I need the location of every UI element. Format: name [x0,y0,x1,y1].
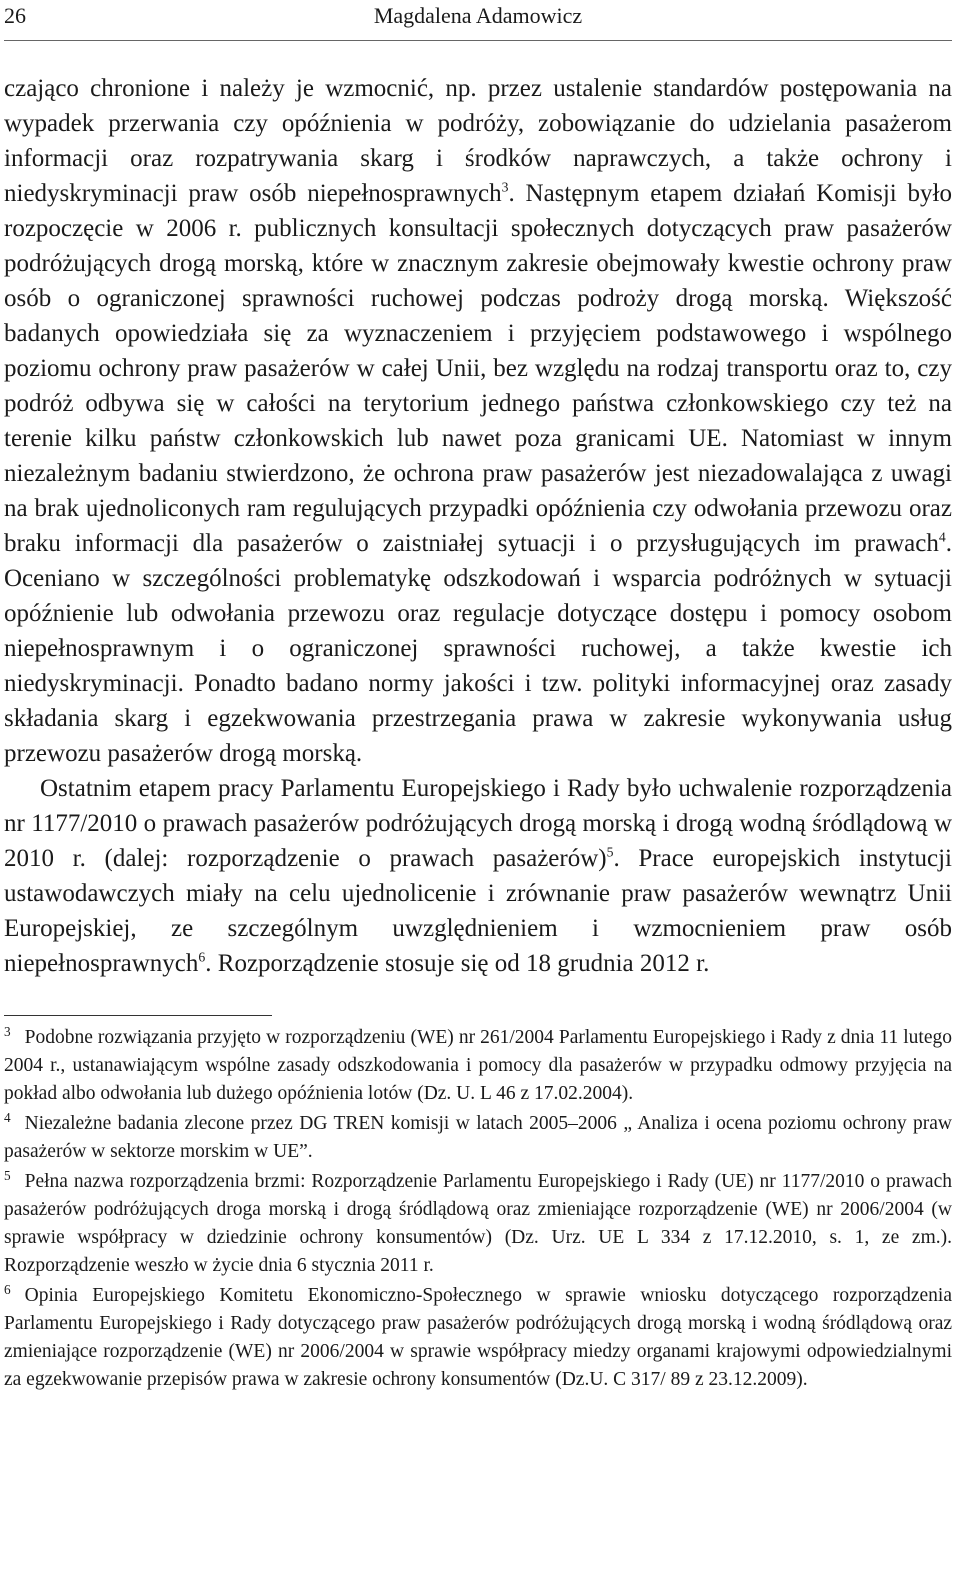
footnote-ref-3[interactable]: 3 [501,179,509,195]
footnote-ref-5[interactable]: 5 [606,844,614,860]
paragraph-1-part-c: . Oceniano w szczególności problematykę odszkodowań i wsparcia podróżnych w sytuacji opóźnienie lub odwołania przewozu oraz regulacje dotyczące dostępu i pomocy osobom niepełnosprawnym i o ograniczonej sprawności ruchowej, a także kwestie ich niedyskryminacji. Ponadto badano normy jakości i tzw. polityki informacyjnej oraz zasady składania skarg i egzekwowania przestrzegania prawa w zakresie wykonywania usług przewozu pasażerów drogą morską. [4,530,952,767]
paragraph-2 [4,771,952,981]
running-header [4,4,952,41]
footnote-5 [4,1168,952,1280]
running-header-author: Magdalena Adamowicz [373,3,583,28]
paragraph-1-part-b: . Następnym etapem działań Komisji było rozpoczęcie w 2006 r. publicznych konsultacji społecznych dotyczących praw pasażerów podróżujących drogą morską, które w znacznym zakresie obejmowały kwestie ochrony praw osób o ograniczonej sprawności ruchowej podczas podroży drogą morską. Większość badanych opowiedziała się za wyznaczeniem i przyjęciem podstawowego i wspólnego poziomu ochrony praw pasażerów w całej Unii, bez względu na rodzaj transportu oraz to, czy podróż odbywa się w całości na terytorium jednego państwa członkowskiego czy też na terenie kilku państw członkowskich lub nawet poza granicami UE. Natomiast w innym niezależnym badaniu stwierdzono, że ochrona praw pasażerów jest niezadowalająca z uwagi na brak ujednoliconych ram regulujących przypadki opóźnienia czy odwołania przewozu oraz braku informacji dla pasażerów o zaistniałej sytuacji i o przysługujących im prawach [4,180,952,557]
footnote-divider [4,1015,272,1016]
footnote-number: 6 [4,1281,11,1297]
footnotes [4,1024,952,1394]
footnote-number: 5 [4,1167,11,1183]
footnote-text: Podobne rozwiązania przyjęto w rozporządzeniu (WE) nr 261/2004 Parlamentu Europejskiego i Rady z dnia 11 lutego 2004 r., ustanawiającym wspólne zasady odszkodowania i pomocy dla pasażerów w przypadku odmowy przyjęcia na pokład albo odwołania lub dużego opóźnienia lotów (Dz. U. L 46 z 17.02.2004). [4,1027,952,1104]
footnote-number: 4 [4,1109,11,1125]
footnote-6 [4,1282,952,1394]
paragraph-1-part-a: czająco chronione i należy je wzmocnić, np. przez ustalenie standardów postępowania na wypadek przerwania czy opóźnienia w podróży, zobowiązanie do udzielania pasażerom informacji oraz rozpatrywania skarg i środków naprawczych, a także ochrony i niedyskryminacji praw osób niepełnosprawnych [4,75,952,207]
footnote-3 [4,1024,952,1108]
page-number: 26 [4,3,26,28]
paragraph-2-part-b: . Prace europejskich instytucji ustawodawczych miały na celu ujednolicenie i zrównanie praw pasażerów wewnątrz Unii Europejskiej, ze szczególnym uwzględnieniem i wzmocnieniem praw osób niepełnosprawnych [4,845,952,977]
footnote-text: Pełna nazwa rozporządzenia brzmi: Rozporządzenie Parlamentu Europejskiego i Rady (UE) nr 1177/2010 o prawach pasażerów podróżujących droga morską i drogą śródlądową oraz zmieniające rozporządzenie (WE) nr 2006/2004 (w sprawie współpracy w dziedzinie ochrony konsumentów) (Dz. Urz. UE L 334 z 17.12.2010, s. 1, ze zm.). Rozporządzenie weszło w życie dnia 6 stycznia 2011 r. [4,1171,952,1276]
footnote-number: 3 [4,1023,11,1039]
paragraph-2-part-a: Ostatnim etapem pracy Parlamentu Europejskiego i Rady było uchwalenie rozporządzenia nr 1177/2010 o prawach pasażerów podróżujących drogą morską i drogą wodną śródlądową w 2010 r. (dalej: rozporządzenie o prawach pasażerów) [4,775,952,872]
paragraph-1 [4,71,952,771]
footnote-4 [4,1110,952,1166]
footnote-text: Opinia Europejskiego Komitetu Ekonomiczno-Społecznego w sprawie wniosku dotyczącego rozporządzenia Parlamentu Europejskiego i Rady dotyczącego praw pasażerów podróżujących drogą morską i wodną śródlądową oraz zmieniające rozporządzenie (WE) nr 2006/2004 w sprawie współpracy miedzy organami krajowymi odpowiedzialnymi za egzekwowanie przepisów prawa w zakresie ochrony konsumentów (Dz.U. C 317/ 89 z 23.12.2009). [4,1285,952,1390]
paragraph-2-part-c: . Rozporządzenie stosuje się od 18 grudnia 2012 r. [205,950,710,977]
footnote-text: Niezależne badania zlecone przez DG TREN komisji w latach 2005–2006 „ Analiza i ocena poziomu ochrony praw pasażerów w sektorze morskim w UE”. [4,1113,952,1162]
footnote-ref-6[interactable]: 6 [198,949,206,965]
main-text [4,71,952,981]
footnote-ref-4[interactable]: 4 [938,529,946,545]
